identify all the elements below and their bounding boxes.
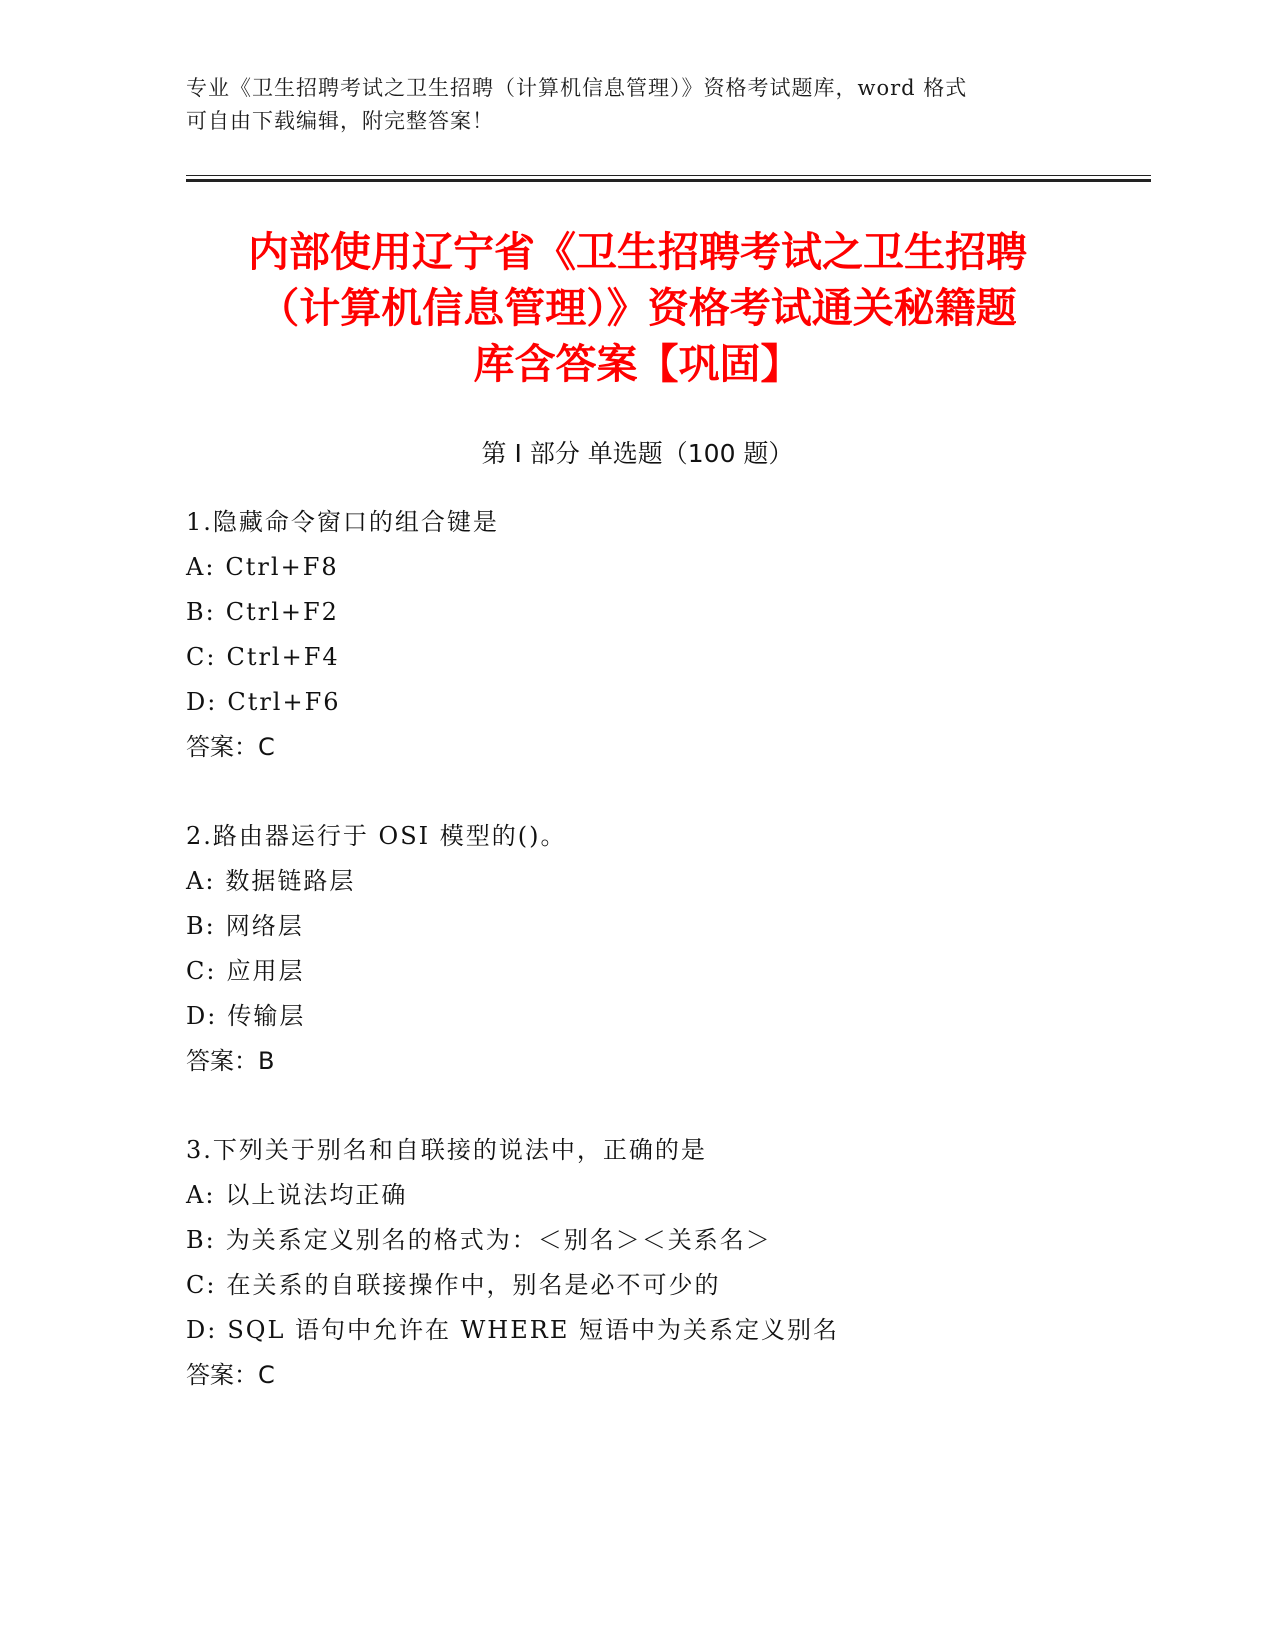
option-key: D: <box>186 1316 218 1344</box>
option-text: Ctrl+F6 <box>227 688 341 716</box>
header-note <box>186 72 1086 138</box>
option-key: C: <box>186 1271 217 1299</box>
option-key: A: <box>186 1181 216 1209</box>
option-key: A: <box>186 553 216 581</box>
option-a <box>186 859 1146 904</box>
answer-line: 答案：B <box>186 1047 275 1075</box>
option-key: C: <box>186 643 217 671</box>
option-key: D: <box>186 688 218 716</box>
header-divider-thin <box>186 175 1151 176</box>
header-divider-thick <box>186 179 1151 182</box>
option-d <box>186 680 1146 725</box>
option-key: D: <box>186 1002 218 1030</box>
section-title: 第 I 部分 单选题（100 题） <box>481 439 794 468</box>
answer-line: 答案：C <box>186 733 275 761</box>
option-b <box>186 904 1146 949</box>
option-text: 网络层 <box>225 912 304 940</box>
option-key: C: <box>186 957 217 985</box>
option-text: 数据链路层 <box>225 867 356 895</box>
option-text: SQL 语句中允许在 WHERE 短语中为关系定义别名 <box>227 1316 839 1344</box>
document-title <box>140 224 1135 392</box>
option-a <box>186 1173 1146 1218</box>
option-text: Ctrl+F8 <box>225 553 339 581</box>
question-2 <box>186 814 1146 1084</box>
document-title-line-1: 内部使用辽宁省《卫生招聘考试之卫生招聘 <box>248 228 1027 276</box>
option-b <box>186 1218 1146 1263</box>
option-c <box>186 1263 1146 1308</box>
option-c <box>186 635 1146 680</box>
question-stem: 1.隐藏命令窗口的组合键是 <box>186 508 499 536</box>
option-text: 以上说法均正确 <box>225 1181 408 1209</box>
header-note-line-2: 可自由下载编辑，附完整答案！ <box>186 109 494 133</box>
option-d <box>186 994 1146 1039</box>
option-key: B: <box>186 1226 216 1254</box>
option-text: 在关系的自联接操作中，别名是必不可少的 <box>226 1271 721 1299</box>
document-title-line-2: （计算机信息管理）》资格考试通关秘籍题 <box>258 284 1017 332</box>
document-title-line-3: 库含答案【巩固】 <box>473 340 802 388</box>
option-text: Ctrl+F4 <box>226 643 340 671</box>
option-d <box>186 1308 1146 1353</box>
question-1 <box>186 500 1146 770</box>
option-b <box>186 590 1146 635</box>
question-stem: 3.下列关于别名和自联接的说法中，正确的是 <box>186 1136 707 1164</box>
option-text: 传输层 <box>227 1002 306 1030</box>
option-key: B: <box>186 912 216 940</box>
option-text: 为关系定义别名的格式为：＜别名＞＜关系名＞ <box>225 1226 772 1254</box>
option-text: Ctrl+F2 <box>225 598 339 626</box>
option-a <box>186 545 1146 590</box>
question-3 <box>186 1128 1146 1398</box>
option-key: A: <box>186 867 216 895</box>
question-stem: 2.路由器运行于 OSI 模型的()。 <box>186 822 567 850</box>
option-c <box>186 949 1146 994</box>
option-text: 应用层 <box>226 957 305 985</box>
answer-line: 答案：C <box>186 1361 275 1389</box>
header-note-line-1: 专业《卫生招聘考试之卫生招聘（计算机信息管理）》资格考试题库，word 格式 <box>186 76 968 100</box>
option-key: B: <box>186 598 216 626</box>
